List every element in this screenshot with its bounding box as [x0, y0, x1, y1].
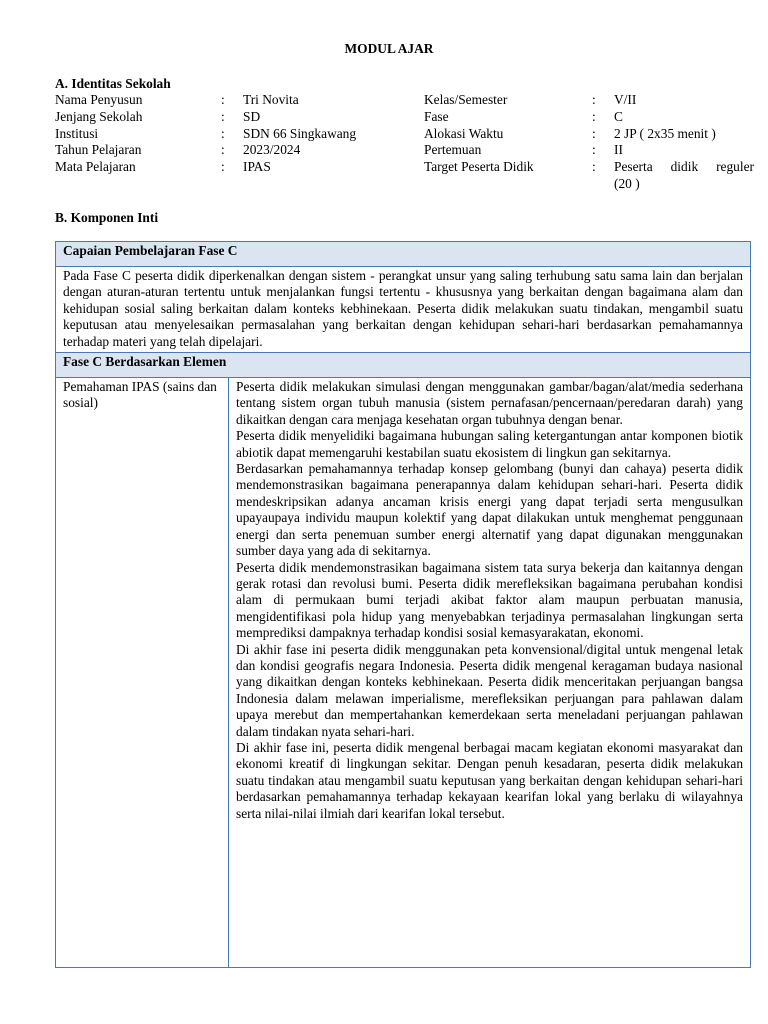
komponen-inti-table [55, 241, 751, 968]
value-word: didik [670, 159, 699, 175]
value-word: (20 ) [614, 175, 640, 191]
identitas-row [55, 142, 755, 159]
field-value: C [614, 108, 623, 124]
field-value-target [614, 159, 754, 192]
document-title: MODUL AJAR [344, 41, 434, 56]
field-label: Kelas/Semester [424, 92, 508, 107]
field-value: 2 JP ( 2x35 menit ) [614, 125, 716, 141]
elemen-paragraph: Di akhir fase ini peserta didik menggunakan peta konvensional/digital untuk mengenal letak dan kondisi geografis negara Indonesia. Peserta didik mengenal keragaman budaya nasional yang dikaitkan dengan konteks kebhinekaan. Peserta didik menceritakan perjuangan bangsa Indonesia dalam melawan imperialisme, merefleksikan perjuangan para pahlawan dalam upaya merebut dan mempertahankan kemerdekaan serta meneladani perjuangan pahlawan dalam tindakan nyata sehari-hari. [236, 641, 744, 739]
field-label: Tahun Pelajaran [55, 142, 142, 158]
field-label: Nama Penyusun [55, 92, 143, 107]
field-label: Institusi [55, 125, 99, 141]
colon: : [221, 159, 225, 175]
section-a-heading: A. Identitas Sekolah [55, 76, 171, 91]
field-value: V/II [614, 92, 637, 107]
field-value: Tri Novita [243, 92, 299, 107]
elemen-paragraph: Di akhir fase ini, peserta didik mengenal berbagai macam kegiatan ekonomi masyarakat dan ekonomi kreatif di lingkungan sekitar. Dengan penuh kesadaran, peserta didik melakukan suatu tindakan atau mengambil suatu keputusan yang berkaitan dengan kehidupan sehari-hari berdasarkan pemahamannya terhadap kekayaan kearifan lokal yang berlaku di wilayahnya serta nilai-nilai ilmiah dari kearifan lokal tersebut. [236, 739, 744, 821]
identitas-row [55, 159, 755, 191]
elemen-label: Pemahaman IPAS (sains dan sosial) [56, 378, 229, 968]
field-value: II [614, 142, 623, 158]
colon: : [592, 108, 596, 124]
field-label: Pertemuan [424, 142, 482, 158]
colon: : [221, 108, 225, 124]
elemen-header: Fase C Berdasarkan Elemen [56, 353, 751, 378]
value-word: Peserta [614, 159, 653, 175]
colon: : [592, 125, 596, 141]
field-value: SD [243, 108, 261, 124]
elemen-paragraph: Peserta didik melakukan simulasi dengan menggunakan gambar/bagan/alat/media sederhana tentang sistem organ tubuh manusia (sistem pernafasan/pencernaan/peredaran darah) yang dikaitkan dengan cara menjaga kesehatan organ tubuhnya dengan benar. [236, 379, 744, 427]
section-b-heading: B. Komponen Inti [55, 210, 159, 225]
field-label: Mata Pelajaran [55, 159, 136, 175]
elemen-paragraph: Peserta didik mendemonstrasikan bagaimana sistem tata surya bekerja dan kaitannya dengan gerak rotasi dan revolusi bumi. Peserta didik merefleksikan bagaimana perubahan kondisi alam di permukaan bumi terjadi akibat faktor alam maupun perbuatan manusia, mengidentifikasi pola hidup yang menyebabkan terjadinya permasalahan lingkungan serta memprediksi dampaknya terhadap kondisi sosial kemasyarakatan, ekonomi. [236, 559, 744, 641]
colon: : [221, 125, 225, 141]
capaian-text: Pada Fase C peserta didik diperkenalkan dengan sistem - perangkat unsur yang saling terhubung satu sama lain dan berjalan dengan aturan-aturan tertentu untuk menjalankan fungsi tertentu - khususnya yang berkaitan dengan bagaimana alam dan kehidupan sosial saling berkaitan dalam konteks kebhinekaan. Peserta didik melakukan suatu tindakan, mengambil suatu keputusan atau menyelesaikan permasalahan yang berkaitan dengan kehidupan sehari-hari berdasarkan pemahamannya terhadap materi yang telah dipelajari. [56, 267, 751, 353]
identitas-row [55, 109, 755, 126]
elemen-paragraph: Berdasarkan pemahamannya terhadap konsep gelombang (bunyi dan cahaya) peserta didik mendemonstrasikan bagaimana penerapannya dalam kehidupan sehari-hari. Peserta didik mendeskripsikan adanya ancaman krisis energi yang dapat terjadi serta mengusulkan upayaupaya individu maupun kolektif yang dapat dilakukan untuk menghemat penggunaan energi dan serta penemuan sumber energi alternatif yang dapat digunakan menggunakan sumber daya yang ada di sekitarnya. [236, 461, 744, 559]
elemen-description [229, 378, 751, 968]
field-value: 2023/2024 [243, 142, 301, 158]
identitas-sekolah-grid [55, 92, 755, 191]
identitas-row [55, 92, 755, 109]
colon: : [221, 142, 225, 158]
colon: : [592, 159, 596, 175]
field-value: SDN 66 Singkawang [243, 125, 357, 141]
colon: : [592, 142, 596, 158]
identitas-row [55, 126, 755, 143]
field-value: IPAS [243, 159, 271, 175]
elemen-paragraph: Peserta didik menyelidiki bagaimana hubungan saling ketergantungan antar komponen biotik abiotik dapat memengaruhi kestabilan suatu ekosistem di lingkun gan sekitarnya. [236, 428, 744, 460]
field-label: Jenjang Sekolah [55, 108, 143, 124]
field-label: Alokasi Waktu [424, 125, 504, 141]
colon: : [592, 92, 596, 107]
capaian-header: Capaian Pembelajaran Fase C [56, 242, 751, 267]
field-label: Target Peserta Didik [424, 159, 534, 175]
value-word: reguler [716, 159, 754, 175]
colon: : [221, 92, 225, 107]
field-label: Fase [424, 108, 449, 124]
